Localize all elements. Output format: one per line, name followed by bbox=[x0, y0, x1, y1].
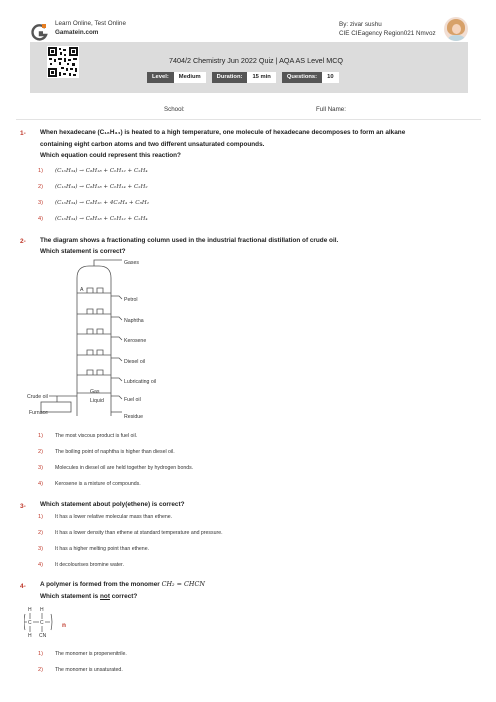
author-name: By: zivar sushu bbox=[339, 21, 382, 28]
brand-site: Gamatein.com bbox=[55, 29, 99, 36]
answer-option[interactable]: 2) The monomer is unsaturated. bbox=[38, 667, 123, 673]
svg-text:C: C bbox=[40, 620, 44, 626]
label-furnace: Furnace bbox=[29, 410, 49, 416]
avatar[interactable] bbox=[444, 17, 468, 41]
label-gas: Gas bbox=[90, 389, 100, 395]
question-text: Which statement about poly(ethene) is correct? bbox=[40, 501, 185, 508]
label-petrol: Petrol bbox=[124, 297, 138, 303]
label-naphtha: Naphtha bbox=[124, 318, 144, 324]
answer-option[interactable]: 1) (C₁₆H₃₄) → C₈H₁₈ + C₆H₁₂ + C₂H₄ bbox=[38, 168, 148, 174]
polymer-structure-diagram bbox=[24, 606, 104, 638]
author-info bbox=[339, 20, 436, 38]
label-crude-oil: Crude oil bbox=[27, 394, 48, 400]
quiz-meta bbox=[147, 72, 339, 83]
answer-option[interactable]: 2) It has a lower density than ethene at standard temperature and pressure. bbox=[38, 530, 223, 536]
question-text: The diagram shows a fractionating column used in the industrial fractional distillation of crude oil. Which statement is correct? bbox=[40, 237, 339, 255]
quiz-banner bbox=[30, 42, 468, 93]
answer-option[interactable]: 3) It has a higher melting point than ethene. bbox=[38, 546, 150, 552]
question-number: 1- bbox=[20, 130, 26, 137]
duration-badge: Duration: 15 min bbox=[212, 72, 276, 83]
quiz-title: 7404/2 Chemistry Jun 2022 Quiz | AQA AS Level MCQ bbox=[168, 56, 344, 65]
svg-text:H: H bbox=[28, 633, 32, 638]
answer-option[interactable]: 4) Kerosene is a mixture of compounds. bbox=[38, 481, 141, 487]
brand[interactable] bbox=[30, 19, 126, 42]
answer-option[interactable]: 2) (C₁₆H₃₄) → C₈H₁₈ + C₆H₁₄ + C₂H₂ bbox=[38, 184, 148, 190]
label-gases: Gases bbox=[124, 260, 139, 266]
label-lubricating-oil: Lubricating oil bbox=[124, 379, 157, 385]
question-text: A polymer is formed from the monomer CH₂ = CHCN Which statement is not correct? bbox=[40, 580, 205, 600]
answer-option[interactable]: 1) The monomer is propenenitrile. bbox=[38, 651, 127, 657]
svg-text:n: n bbox=[62, 622, 66, 629]
label-liquid: Liquid bbox=[90, 398, 104, 404]
fractionating-column-diagram bbox=[27, 256, 197, 426]
svg-text:C: C bbox=[28, 620, 32, 626]
question-number: 2- bbox=[20, 238, 26, 245]
question-text: When hexadecane (C₁₆H₃₄) is heated to a high temperature, one molecule of hexadecane decomposes to form an alkane containing eight carbon atoms and two different unsaturated compounds. Which equation could represent this reaction? bbox=[40, 129, 406, 159]
svg-text:CN: CN bbox=[39, 633, 47, 638]
answer-option[interactable]: 1) The most viscous product is fuel oil. bbox=[38, 433, 138, 439]
answer-option[interactable]: 3) Molecules in diesel oil are held together by hydrogen bonds. bbox=[38, 465, 194, 471]
question-number: 4- bbox=[20, 583, 26, 590]
question-number: 3- bbox=[20, 503, 26, 510]
label-residue: Residue bbox=[124, 414, 144, 420]
answer-option[interactable]: 4) It decolourises bromine water. bbox=[38, 562, 124, 568]
label-diesel-oil: Diesel oil bbox=[124, 359, 146, 365]
answer-option[interactable]: 1) It has a lower relative molecular mass than ethene. bbox=[38, 514, 173, 520]
school-label: School: bbox=[164, 106, 185, 113]
questions-badge: Questions: 10 bbox=[282, 72, 339, 83]
gamatein-logo-icon bbox=[30, 23, 49, 42]
author-region: CIE CIEagency Region021 Nmvoz bbox=[339, 30, 436, 37]
tray-label: A bbox=[80, 287, 84, 293]
answer-option[interactable]: 4) (C₁₆H₃₄) → C₈H₁₈ + C₆H₁₂ + C₂H₄ bbox=[38, 216, 148, 222]
label-fuel-oil: Fuel oil bbox=[124, 397, 141, 403]
svg-text:H: H bbox=[40, 607, 44, 613]
brand-tagline: Learn Online, Test Online bbox=[55, 20, 126, 27]
label-kerosene: Kerosene bbox=[124, 338, 147, 344]
svg-text:H: H bbox=[28, 607, 32, 613]
divider bbox=[16, 119, 481, 120]
level-badge: Level: Medium bbox=[147, 72, 206, 83]
answer-option[interactable]: 2) The boiling point of naphtha is higher than diesel oil. bbox=[38, 449, 175, 455]
answer-option[interactable]: 3) (C₁₆H₃₄) → C₈H₁₆ + 4C₂H₄ + C₈H₂ bbox=[38, 200, 149, 206]
fullname-label: Full Name: bbox=[316, 106, 346, 113]
